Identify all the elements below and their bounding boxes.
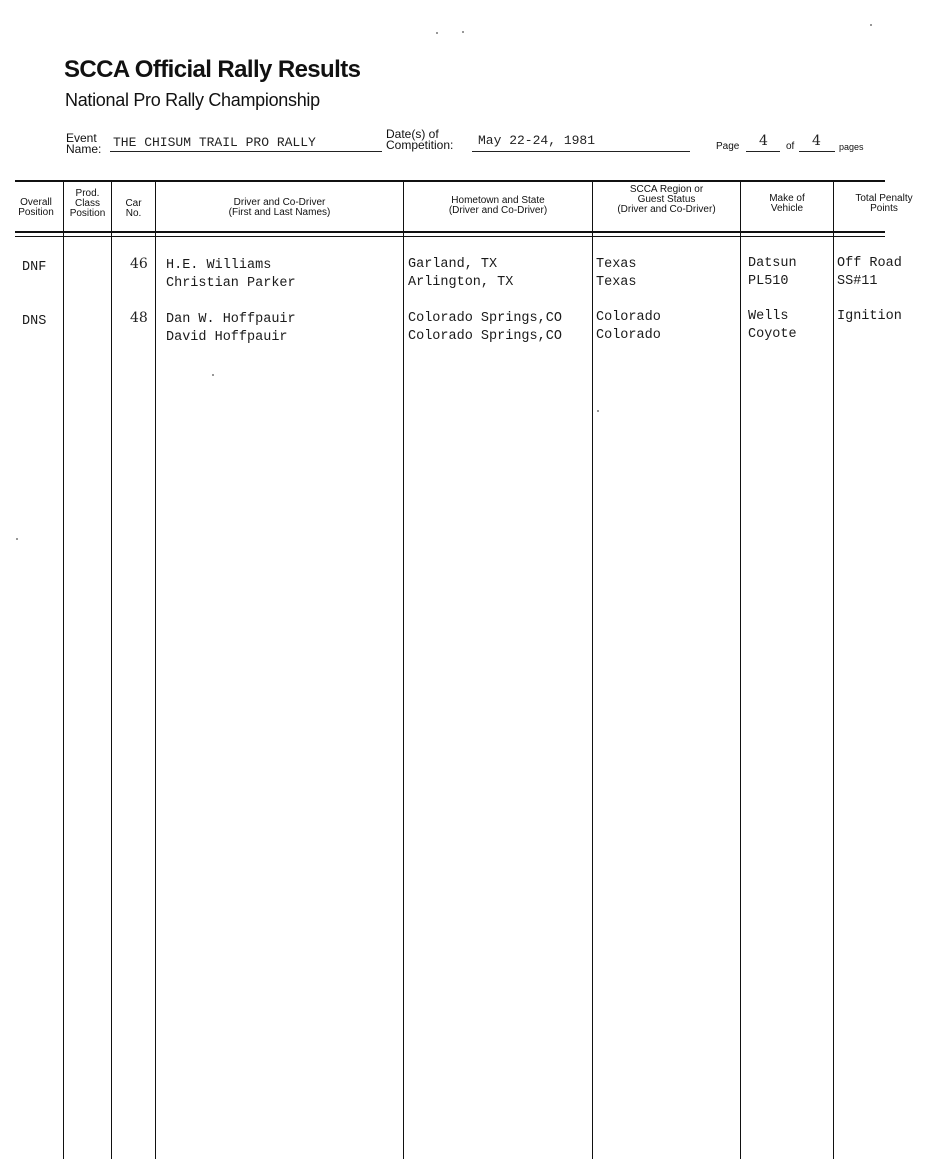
- page-number: 4: [759, 133, 768, 149]
- column-divider-7: [833, 181, 834, 1159]
- column-divider-5: [592, 181, 593, 1159]
- col-header-overall-position: Overall Position: [18, 197, 54, 218]
- column-divider-6: [740, 181, 741, 1159]
- page-number-underline: [746, 151, 780, 152]
- row-2-regions: Colorado Colorado: [596, 310, 661, 343]
- event-name-value: THE CHISUM TRAIL PRO RALLY: [113, 135, 316, 150]
- header-bottom-rule: [15, 231, 885, 233]
- row-1-points: Off Road SS#11: [837, 256, 902, 289]
- document-subtitle: National Pro Rally Championship: [65, 90, 320, 110]
- col-header-vehicle: Make of Vehicle: [769, 193, 805, 214]
- table-top-rule: [15, 180, 885, 182]
- row-1-regions: Texas Texas: [596, 257, 637, 290]
- date-label: Date(s) of Competition:: [386, 127, 454, 152]
- column-divider-1: [63, 181, 64, 1159]
- col-header-class-position: Prod. Class Position: [69, 188, 106, 219]
- scan-speck: [436, 32, 438, 34]
- pages-label: pages: [839, 142, 864, 152]
- page-label: Page: [716, 141, 740, 152]
- col-header-drivers: Driver and Co-Driver (First and Last Names): [228, 197, 331, 218]
- row-1-car-no: 46: [130, 256, 148, 272]
- scan-speck: [462, 31, 464, 33]
- row-2-position: DNS: [22, 314, 47, 329]
- date-value: May 22-24, 1981: [478, 133, 596, 148]
- col-header-hometown: Hometown and State (Driver and Co-Driver): [448, 195, 548, 216]
- document-title: SCCA Official Rally Results: [64, 56, 361, 83]
- col-header-car-no: Car No.: [125, 198, 142, 219]
- row-2-points: Ignition: [837, 309, 902, 324]
- scan-speck: [212, 374, 214, 376]
- row-1-hometowns: Garland, TX Arlington, TX: [408, 257, 514, 290]
- event-name-underline: [110, 151, 382, 152]
- col-header-region: SCCA Region or Guest Status (Driver and Co-Driver): [617, 184, 716, 215]
- page-total-underline: [799, 151, 835, 152]
- column-divider-4: [403, 181, 404, 1159]
- date-underline: [472, 151, 690, 152]
- row-2-car-no: 48: [130, 310, 148, 326]
- column-divider-3: [155, 181, 156, 1159]
- row-2-drivers: Dan W. Hoffpauir David Hoffpauir: [166, 312, 296, 345]
- header-bottom-rule-2: [15, 236, 885, 237]
- event-name-label: Event Name:: [66, 131, 102, 156]
- row-2-vehicle: Wells Coyote: [748, 309, 797, 342]
- row-1-vehicle: Datsun PL510: [748, 256, 797, 289]
- scan-speck: [16, 538, 18, 540]
- row-1-position: DNF: [22, 260, 47, 275]
- page-total: 4: [812, 133, 821, 149]
- row-1-drivers: H.E. Williams Christian Parker: [166, 258, 296, 291]
- scan-speck: [597, 410, 599, 412]
- column-divider-2: [111, 181, 112, 1159]
- of-label: of: [786, 141, 795, 152]
- row-2-hometowns: Colorado Springs,CO Colorado Springs,CO: [408, 311, 562, 344]
- col-header-points: Total Penalty Points: [855, 193, 913, 214]
- scan-speck: [870, 24, 872, 26]
